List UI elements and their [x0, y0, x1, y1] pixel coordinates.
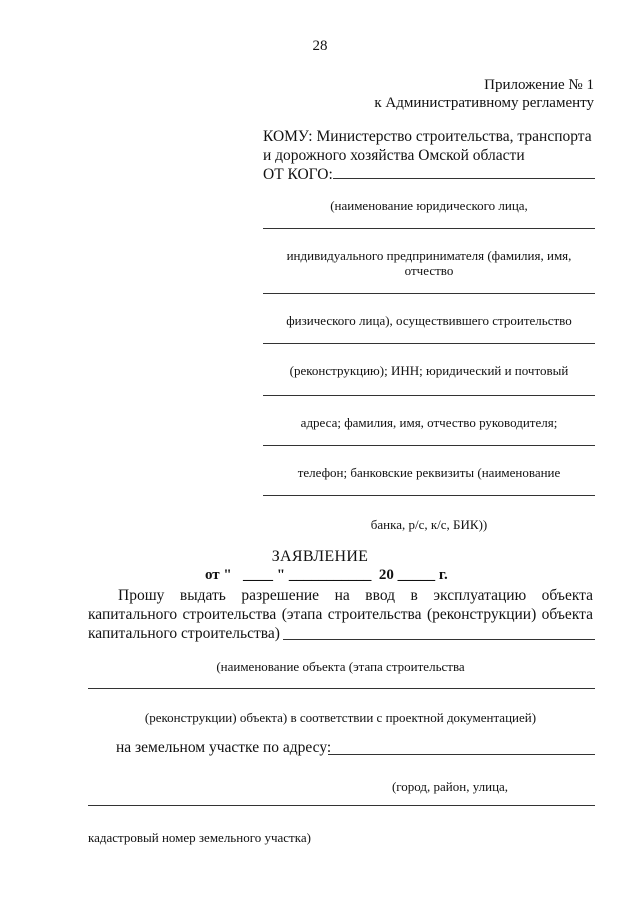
statement-date-row[interactable]: от " ____ " ___________ 20 _____ г.: [205, 567, 448, 583]
applicant-line-2[interactable]: [263, 293, 595, 294]
addressee-to-line-1: КОМУ: Министерство строительства, транспорта: [263, 128, 592, 145]
hint-cadastral-number: кадастровый номер земельного участка): [88, 830, 311, 845]
hint-bank-details: банка, р/с, к/с, БИК)): [370, 517, 488, 532]
applicant-line-5[interactable]: [263, 445, 595, 446]
hint-patronymic: отчество: [404, 263, 454, 278]
object-name-line-2[interactable]: [88, 688, 595, 689]
applicant-line-6[interactable]: [263, 495, 595, 496]
page-number: 28: [312, 38, 328, 54]
hint-entrepreneur: индивидуального предпринимателя (фамилия, имя,: [286, 248, 572, 263]
statement-para-line-1: Прошу выдать разрешение на ввод в эксплуатацию объекта: [118, 587, 593, 604]
appendix-line-2: к Административному регламенту: [374, 95, 594, 111]
appendix-header: [374, 76, 594, 112]
hint-addresses: адреса; фамилия, имя, отчество руководителя;: [300, 415, 558, 430]
applicant-line-3[interactable]: [263, 343, 595, 344]
hint-city-district: (город, район, улица,: [391, 779, 509, 794]
land-address-line-1[interactable]: [328, 754, 595, 755]
applicant-line-1[interactable]: [263, 228, 595, 229]
addressee-from-label: ОТ КОГО:: [263, 166, 333, 183]
addressee-from-row: [263, 165, 603, 184]
statement-para-line-3: капитального строительства): [88, 625, 280, 642]
land-address-line-2[interactable]: [88, 805, 595, 806]
hint-phone-bank: телефон; банковские реквизиты (наименование: [297, 465, 561, 480]
hint-inn: (реконструкцию); ИНН; юридический и почтовый: [289, 363, 569, 378]
hint-individual: физического лица), осуществившего строительство: [286, 313, 572, 328]
hint-legal-entity: (наименование юридического лица,: [330, 198, 528, 213]
statement-title: ЗАЯВЛЕНИЕ: [271, 548, 369, 565]
land-plot-label: на земельном участке по адресу:: [116, 739, 332, 756]
hint-project-docs: (реконструкции) объекта) в соответствии с проектной документацией): [144, 710, 537, 725]
object-name-line-1[interactable]: [283, 639, 595, 640]
statement-para-line-2: капитального строительства (этапа строительства (реконструкции) объекта: [88, 606, 593, 623]
addressee-to-line-2: и дорожного хозяйства Омской области: [263, 147, 525, 164]
hint-object-name: (наименование объекта (этапа строительства: [216, 659, 465, 674]
from-field-line[interactable]: [333, 178, 595, 179]
applicant-line-4[interactable]: [263, 395, 595, 396]
addressee-block: [263, 127, 603, 184]
appendix-line-1: Приложение № 1: [484, 77, 594, 93]
